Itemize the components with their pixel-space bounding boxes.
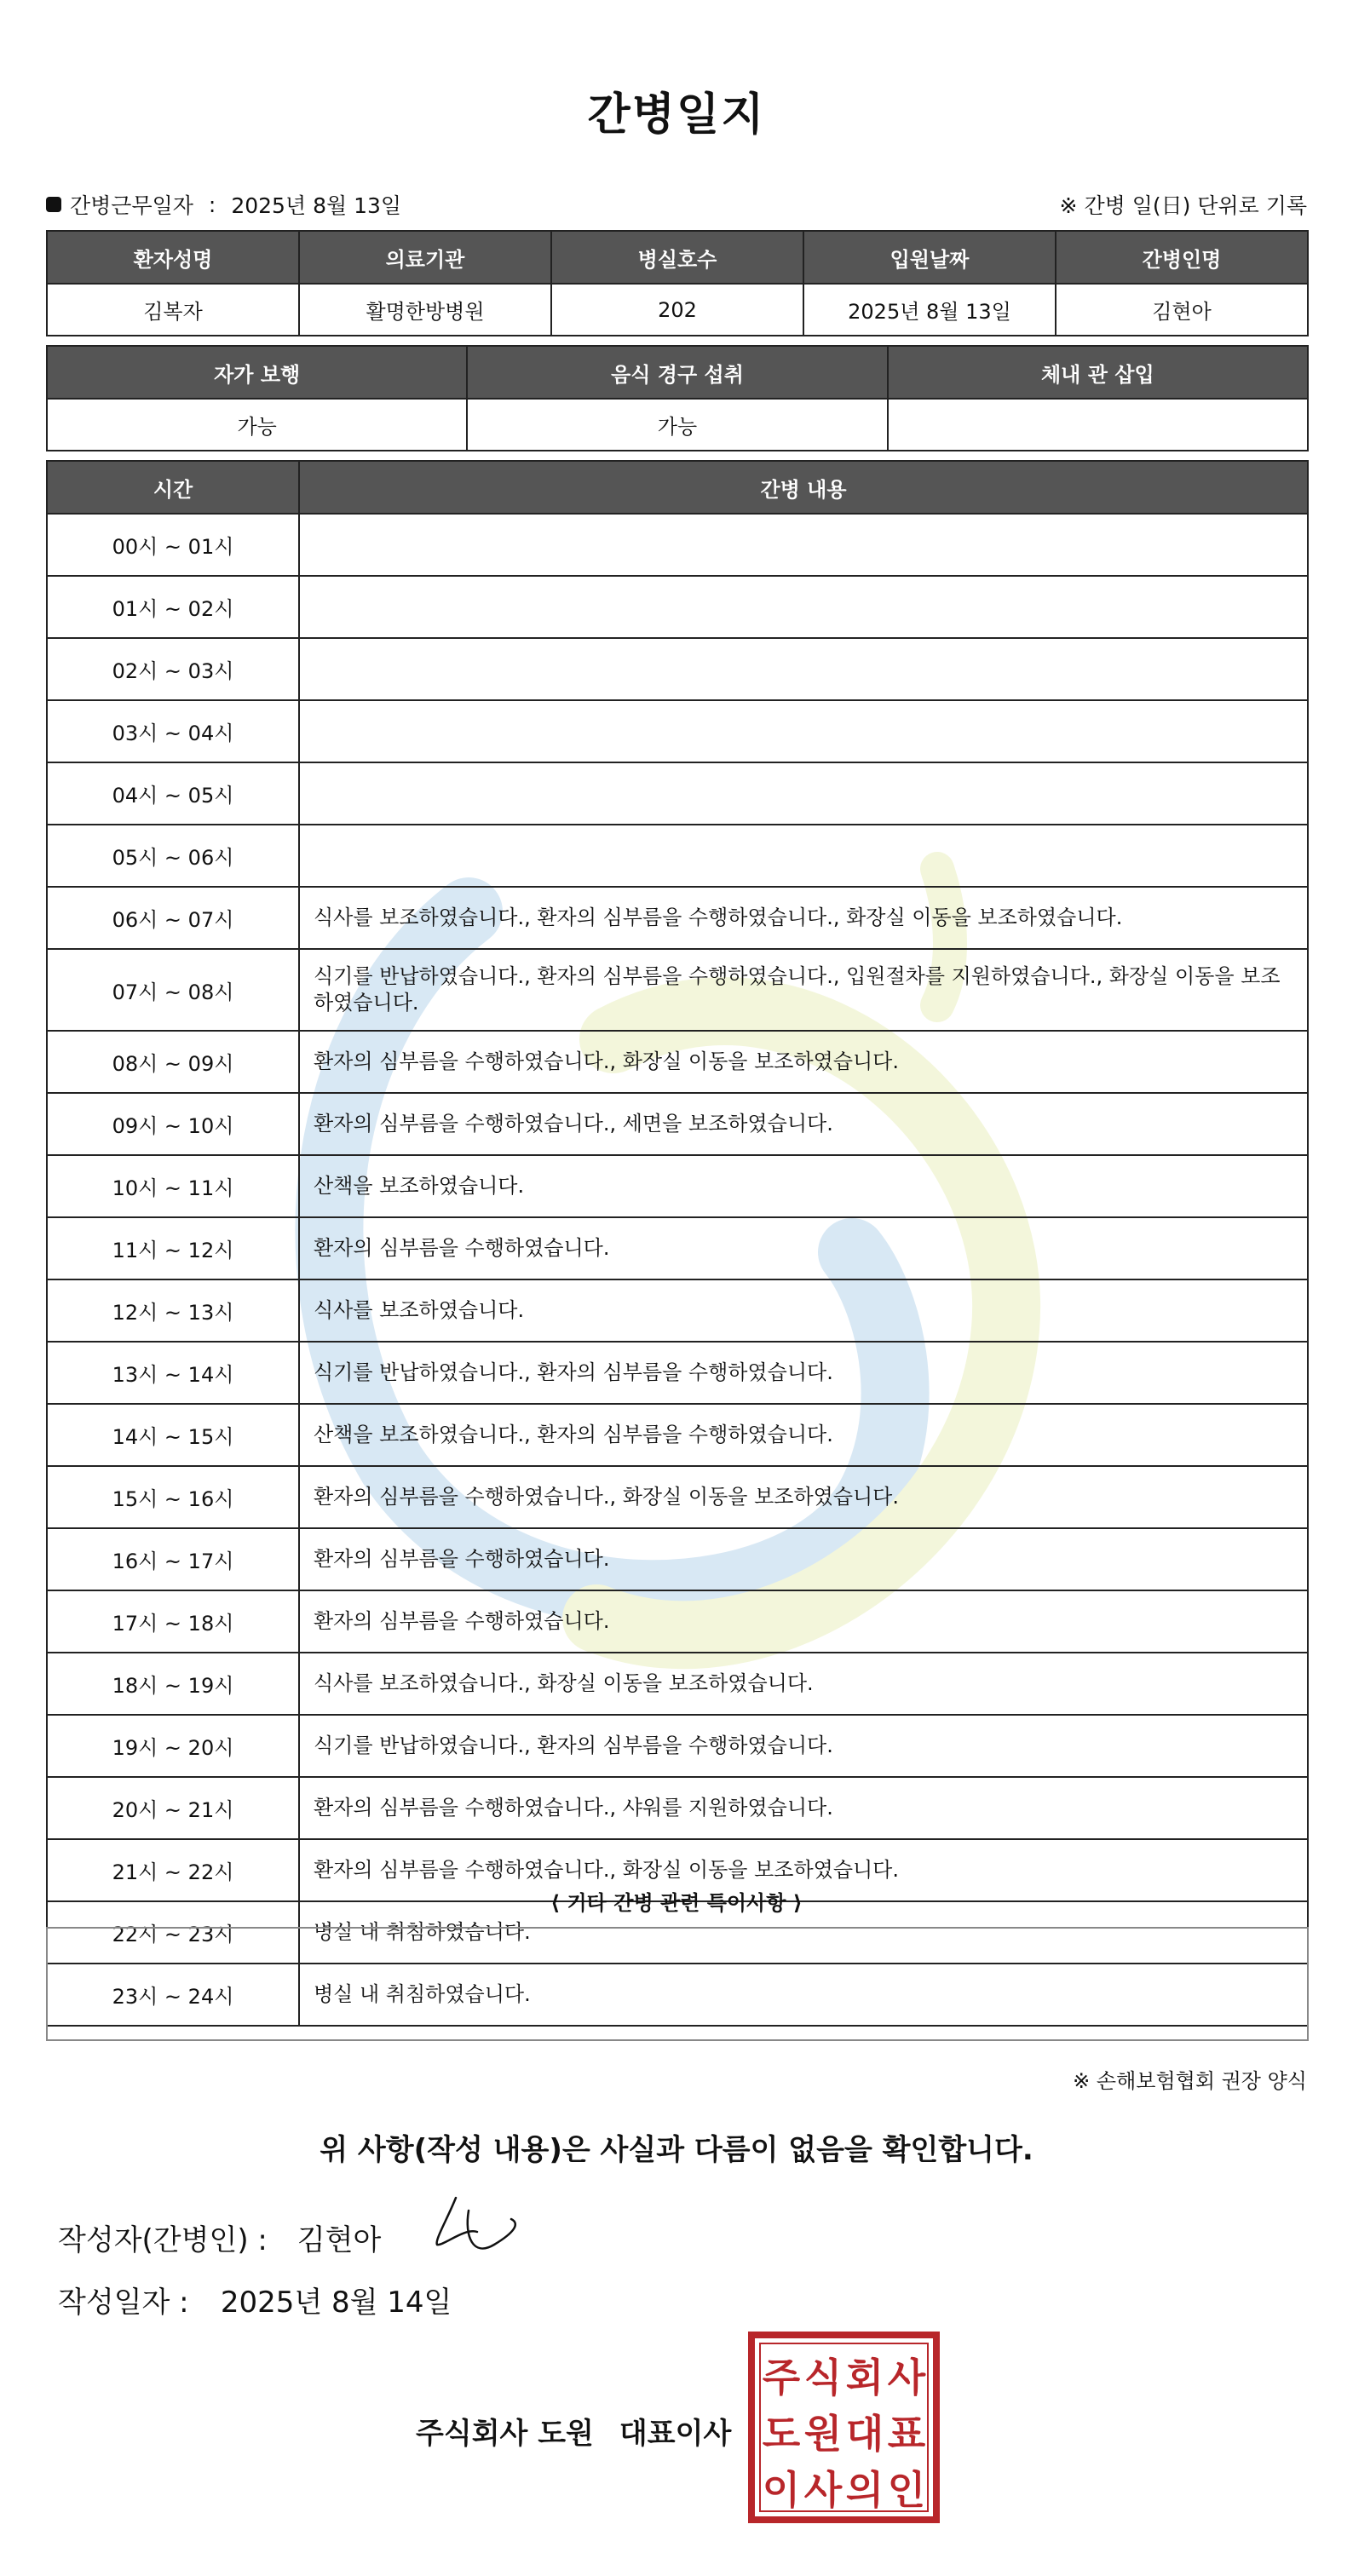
care-log-time: 06시 ~ 07시 — [47, 887, 299, 949]
care-log-header-row — [47, 461, 1308, 514]
care-log-time: 00시 ~ 01시 — [47, 514, 299, 576]
care-log-time: 04시 ~ 05시 — [47, 762, 299, 825]
writer-label: 작성자(간병인) : — [58, 2223, 268, 2257]
care-log-row — [47, 1404, 1308, 1466]
unit-note: ※ 간병 일(日) 단위로 기록 — [1059, 193, 1307, 218]
care-log-time: 18시 ~ 19시 — [47, 1653, 299, 1715]
care-log-content: 환자의 심부름을 수행하였습니다., 세면을 보조하였습니다. — [299, 1093, 1308, 1155]
care-log-row — [47, 1653, 1308, 1715]
care-log-content: 환자의 심부름을 수행하였습니다., 샤워를 지원하였습니다. — [299, 1777, 1308, 1839]
care-log-content: 환자의 심부름을 수행하였습니다., 화장실 이동을 보조하였습니다. — [299, 1031, 1308, 1093]
care-log-content: 산책을 보조하였습니다., 환자의 심부름을 수행하였습니다. — [299, 1404, 1308, 1466]
care-log-time: 17시 ~ 18시 — [47, 1590, 299, 1653]
care-log-content: 환자의 심부름을 수행하였습니다. — [299, 1590, 1308, 1653]
care-log-row — [47, 1466, 1308, 1528]
seal-glyph: 인 — [887, 2467, 926, 2513]
care-log-row — [47, 1031, 1308, 1093]
care-log-content: 환자의 심부름을 수행하였습니다. — [299, 1217, 1308, 1279]
care-log-time: 05시 ~ 06시 — [47, 825, 299, 887]
header-tube-insertion: 체내 관 삽입 — [888, 346, 1308, 399]
care-log-time: 03시 ~ 04시 — [47, 700, 299, 762]
care-log-time: 14시 ~ 15시 — [47, 1404, 299, 1466]
care-log-row — [47, 1342, 1308, 1404]
tube-insertion-value — [888, 399, 1308, 451]
care-log-content: 환자의 심부름을 수행하였습니다. — [299, 1528, 1308, 1590]
care-log-time: 10시 ~ 11시 — [47, 1155, 299, 1217]
care-log-row — [47, 1715, 1308, 1777]
seal-glyph: 의 — [845, 2467, 884, 2513]
seal-glyph: 원 — [803, 2411, 843, 2457]
hospital-value: 활명한방병원 — [299, 284, 551, 336]
patient-status-table — [46, 345, 1309, 451]
confirmation-statement: 위 사항(작성 내용)은 사실과 다름이 없음을 확인합니다. — [320, 2133, 1033, 2167]
care-log-time: 12시 ~ 13시 — [47, 1279, 299, 1342]
care-log-content: 식기를 반납하였습니다., 환자의 심부름을 수행하였습니다. — [299, 1715, 1308, 1777]
care-log-time: 15시 ~ 16시 — [47, 1466, 299, 1528]
care-log-row — [47, 638, 1308, 700]
written-date-line — [58, 2279, 452, 2320]
header-patient-name: 환자성명 — [47, 231, 299, 284]
company-title: 대표이사 — [619, 2417, 732, 2451]
care-log-content: 식사를 보조하였습니다., 환자의 심부름을 수행하였습니다., 화장실 이동을 보조하였습니다. — [299, 887, 1308, 949]
care-log-time: 01시 ~ 02시 — [47, 576, 299, 638]
care-log-row — [47, 1777, 1308, 1839]
care-log-time: 07시 ~ 08시 — [47, 949, 299, 1031]
header-admission-date: 입원날짜 — [803, 231, 1056, 284]
remarks-label: ⟨ 기타 간병 관련 특이사항 ⟩ — [550, 1891, 803, 1915]
seal-glyph: 이 — [762, 2467, 801, 2513]
care-log-row — [47, 700, 1308, 762]
care-log-row — [47, 949, 1308, 1031]
patient-info-value-row — [47, 284, 1308, 336]
work-date-separator: : — [208, 192, 216, 217]
care-log-content: 식기를 반납하였습니다., 환자의 심부름을 수행하였습니다. — [299, 1342, 1308, 1404]
care-log-content: 환자의 심부름을 수행하였습니다., 화장실 이동을 보조하였습니다. — [299, 1466, 1308, 1528]
care-log-row — [47, 1590, 1308, 1653]
admission-date-value: 2025년 8월 13일 — [803, 284, 1056, 336]
header-hospital: 의료기관 — [299, 231, 551, 284]
seal-glyph: 표 — [887, 2411, 926, 2457]
care-log-content: 병실 내 취침하였습니다. — [299, 1901, 1308, 1964]
care-log-time: 16시 ~ 17시 — [47, 1528, 299, 1590]
seal-glyph: 도 — [762, 2411, 801, 2457]
care-log-content — [299, 514, 1308, 576]
care-log-row — [47, 825, 1308, 887]
care-log-time: 22시 ~ 23시 — [47, 1901, 299, 1964]
care-log-row — [47, 1155, 1308, 1217]
care-log-content — [299, 762, 1308, 825]
company-seal-icon — [748, 2332, 940, 2523]
seal-glyph: 대 — [845, 2411, 884, 2457]
room-number-value: 202 — [551, 284, 803, 336]
care-log-content — [299, 638, 1308, 700]
remarks-box — [46, 1927, 1309, 2041]
care-log-content: 식기를 반납하였습니다., 환자의 심부름을 수행하였습니다., 입원절차를 지원하였습니다., 화장실 이동을 보조하였습니다. — [299, 949, 1308, 1031]
patient-name-value: 김복자 — [47, 284, 299, 336]
care-log-time: 11시 ~ 12시 — [47, 1217, 299, 1279]
care-log-time: 08시 ~ 09시 — [47, 1031, 299, 1093]
header-caregiver-name: 간병인명 — [1056, 231, 1308, 284]
work-date-line — [46, 189, 401, 220]
care-log-content: 식사를 보조하였습니다., 화장실 이동을 보조하였습니다. — [299, 1653, 1308, 1715]
header-care-content: 간병 내용 — [299, 461, 1308, 514]
bullet-square-icon — [46, 197, 61, 212]
care-log-content — [299, 700, 1308, 762]
header-oral-intake: 음식 경구 섭취 — [467, 346, 887, 399]
seal-glyph: 식 — [803, 2355, 843, 2401]
care-log-time: 20시 ~ 21시 — [47, 1777, 299, 1839]
care-log-content: 식사를 보조하였습니다. — [299, 1279, 1308, 1342]
care-log-time: 02시 ~ 03시 — [47, 638, 299, 700]
written-date-value: 2025년 8월 14일 — [220, 2286, 452, 2320]
written-date-label: 작성일자 : — [58, 2286, 189, 2320]
patient-status-value-row — [47, 399, 1308, 451]
writer-name: 김현아 — [297, 2223, 382, 2257]
care-log-content: 환자의 심부름을 수행하였습니다., 화장실 이동을 보조하였습니다. — [299, 1839, 1308, 1901]
header-self-walking: 자가 보행 — [47, 346, 467, 399]
self-walking-value: 가능 — [47, 399, 467, 451]
patient-info-header-row — [47, 231, 1308, 284]
care-log-row — [47, 762, 1308, 825]
care-log-row — [47, 1093, 1308, 1155]
seal-glyph: 사 — [803, 2467, 843, 2513]
care-log-time: 19시 ~ 20시 — [47, 1715, 299, 1777]
seal-glyph: 사 — [887, 2355, 926, 2401]
company-name: 주식회사 도원 — [416, 2417, 594, 2451]
form-note: ※ 손해보험협회 권장 양식 — [1073, 2069, 1307, 2093]
header-room-number: 병실호수 — [551, 231, 803, 284]
seal-glyph: 주 — [762, 2355, 801, 2401]
work-date-value: 2025년 8월 13일 — [231, 193, 402, 218]
caregiver-name-value: 김현아 — [1056, 284, 1308, 336]
seal-glyph: 회 — [845, 2355, 884, 2401]
oral-intake-value: 가능 — [467, 399, 887, 451]
company-line — [416, 2410, 731, 2452]
care-log-content — [299, 576, 1308, 638]
care-log-row — [47, 887, 1308, 949]
care-log-table — [46, 460, 1309, 2027]
patient-info-table — [46, 230, 1309, 336]
signature-icon — [430, 2194, 524, 2262]
care-log-row — [47, 514, 1308, 576]
care-log-content: 산책을 보조하였습니다. — [299, 1155, 1308, 1217]
care-log-time: 13시 ~ 14시 — [47, 1342, 299, 1404]
header-time: 시간 — [47, 461, 299, 514]
writer-line — [58, 2217, 381, 2258]
care-log-row — [47, 1279, 1308, 1342]
patient-status-header-row — [47, 346, 1308, 399]
care-log-content — [299, 825, 1308, 887]
document-title: 간병일지 — [587, 89, 766, 141]
care-log-row — [47, 1217, 1308, 1279]
work-date-label: 간병근무일자 — [70, 193, 193, 218]
care-log-time: 23시 ~ 24시 — [47, 1964, 299, 2026]
care-log-row — [47, 1528, 1308, 1590]
care-log-content: 병실 내 취침하였습니다. — [299, 1964, 1308, 2026]
care-log-time: 09시 ~ 10시 — [47, 1093, 299, 1155]
care-log-row — [47, 576, 1308, 638]
care-log-time: 21시 ~ 22시 — [47, 1839, 299, 1901]
